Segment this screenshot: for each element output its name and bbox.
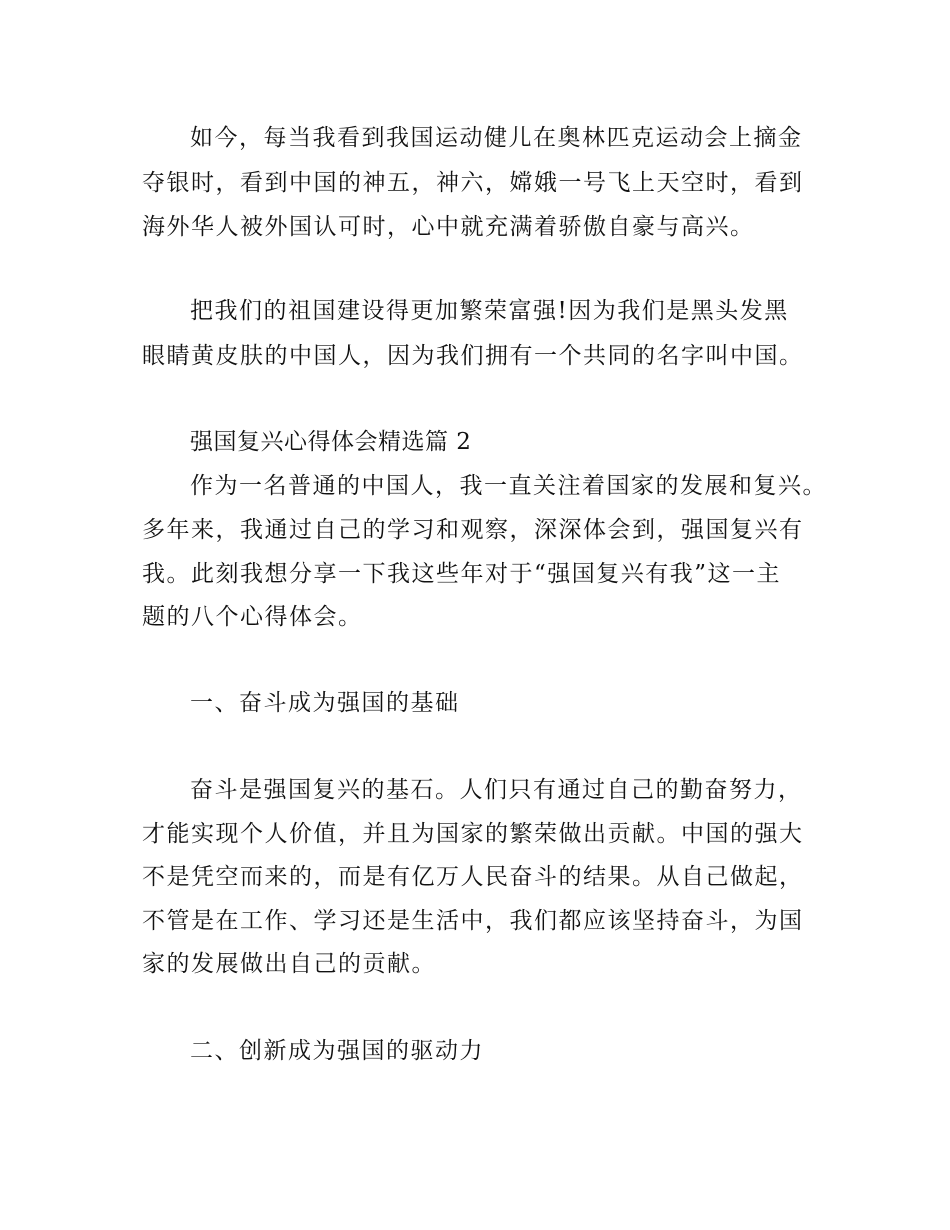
paragraph-3-line-1: 作为一名普通的中国人，我一直关注着国家的发展和复兴。 (190, 473, 827, 499)
paragraph-4-line-1: 奋斗是强国复兴的基石。人们只有通过自己的勤奋努力， (190, 777, 803, 803)
paragraph-1-line-2: 夺银时，看到中国的神五，神六，嫦娥一号飞上天空时，看到 (142, 170, 804, 196)
paragraph-2-line-2: 眼睛黄皮肤的中国人，因为我们拥有一个共同的名字叫中国。 (142, 343, 804, 369)
heading-2: 二、创新成为强国的驱动力 (190, 1038, 484, 1064)
paragraph-4-line-4: 不管是在工作、学习还是生活中，我们都应该坚持奋斗，为国 (142, 908, 804, 934)
heading-1: 一、奋斗成为强国的基础 (190, 690, 460, 716)
paragraph-1-line-1: 如今，每当我看到我国运动健儿在奥林匹克运动会上摘金 (190, 125, 803, 151)
paragraph-2-line-1: 把我们的祖国建设得更加繁荣富强!因为我们是黑头发黑 (190, 298, 789, 324)
section-title: 强国复兴心得体会精选篇 2 (190, 429, 472, 455)
paragraph-3-line-2: 多年来，我通过自己的学习和观察，深深体会到，强国复兴有 (142, 517, 804, 543)
paragraph-3-line-4: 题的八个心得体会。 (142, 604, 363, 630)
paragraph-4-line-2: 才能实现个人价值，并且为国家的繁荣做出贡献。中国的强大 (142, 821, 804, 847)
paragraph-1-line-3: 海外华人被外国认可时，心中就充满着骄傲自豪与高兴。 (142, 214, 755, 240)
paragraph-4-line-5: 家的发展做出自己的贡献。 (142, 951, 436, 977)
paragraph-3-line-3: 我。此刻我想分享一下我这些年对于“强国复兴有我”这一主 (142, 561, 782, 587)
paragraph-4-line-3: 不是凭空而来的，而是有亿万人民奋斗的结果。从自己做起， (142, 864, 804, 890)
